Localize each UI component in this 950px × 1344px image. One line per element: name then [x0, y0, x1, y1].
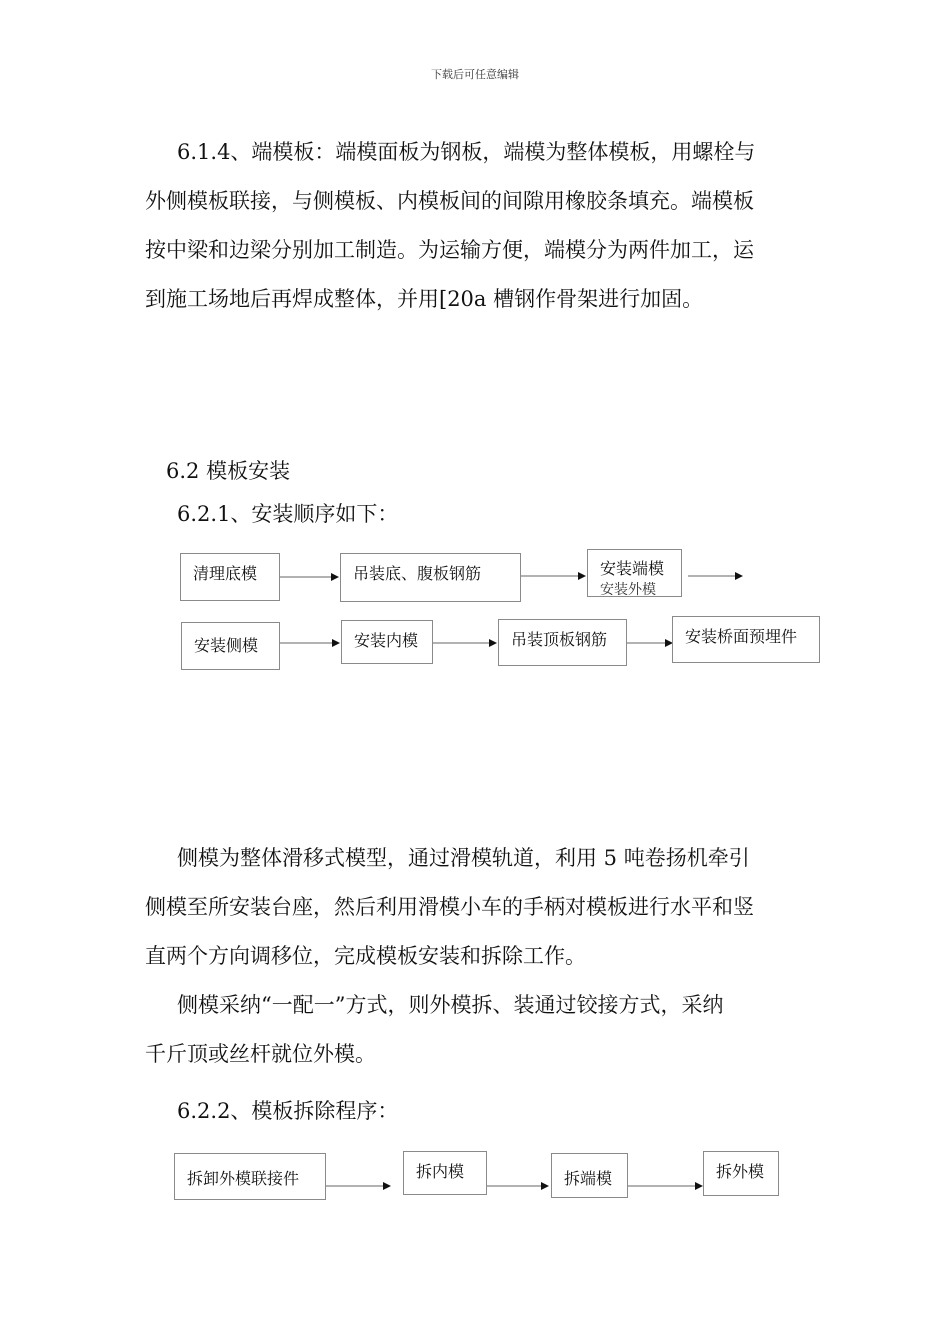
- flow-step-clean-bottom-mold: 清理底模: [180, 553, 280, 601]
- paragraph-line: 按中梁和边梁分别加工制造。为运输方便，端模分为两件加工，运: [145, 238, 754, 262]
- flow-step-install-end-mold: [587, 549, 682, 597]
- removal-step-remove-outer-mold: 拆外模: [703, 1151, 779, 1196]
- side-mold-paragraph: [145, 834, 820, 981]
- removal-step-detach-connectors: 拆卸外模联接件: [174, 1153, 326, 1200]
- paragraph-line: 侧模采纳“一配一”方式，则外模拆、装通过铰接方式，采纳: [177, 993, 724, 1017]
- flow-step-sublabel: 安装外模: [600, 582, 656, 597]
- paragraph-line: 千斤顶或丝杆就位外模。: [145, 1042, 376, 1066]
- removal-step-remove-end-mold: 拆端模: [551, 1153, 628, 1198]
- flow-step-label: 安装端模: [600, 559, 665, 578]
- flow-step-install-inner-mold: 安装内模: [341, 620, 433, 664]
- removal-step-remove-inner-mold: 拆内模: [403, 1151, 487, 1195]
- paragraph-line: 直两个方向调移位，完成模板安装和拆除工作。: [145, 944, 586, 968]
- paragraph-line: 6.1.4、端模板：端模面板为钢板，端模为整体模板，用螺栓与: [177, 140, 756, 164]
- flow-step-hoist-rebar: 吊装底、腹板钢筋: [340, 553, 521, 602]
- flow-step-install-side-mold: 安装侧模: [181, 622, 280, 670]
- flow-step-hoist-top-rebar: 吊装顶板钢筋: [498, 619, 627, 666]
- section-621-title: 6.2.1、安装顺序如下：: [177, 502, 399, 526]
- page-header: 下载后可任意编辑: [431, 68, 519, 81]
- paragraph-line: 外侧模板联接，与侧模板、内模板间的间隙用橡胶条填充。端模板: [145, 189, 754, 213]
- paragraph-line: 到施工场地后再焊成整体，并用[20a 槽钢作骨架进行加固。: [145, 287, 704, 311]
- one-to-one-paragraph: [145, 981, 820, 1079]
- section-62-title: 6.2 模板安装: [166, 459, 291, 483]
- paragraph-line: 侧模为整体滑移式模型，通过滑模轨道，利用 5 吨卷扬机牵引: [177, 846, 750, 870]
- flow-step-install-embedded-parts: 安装桥面预埋件: [672, 616, 820, 663]
- paragraph-line: 侧模至所安装台座，然后利用滑模小车的手柄对模板进行水平和竖: [145, 895, 754, 919]
- section-622-title: 6.2.2、模板拆除程序：: [177, 1099, 399, 1123]
